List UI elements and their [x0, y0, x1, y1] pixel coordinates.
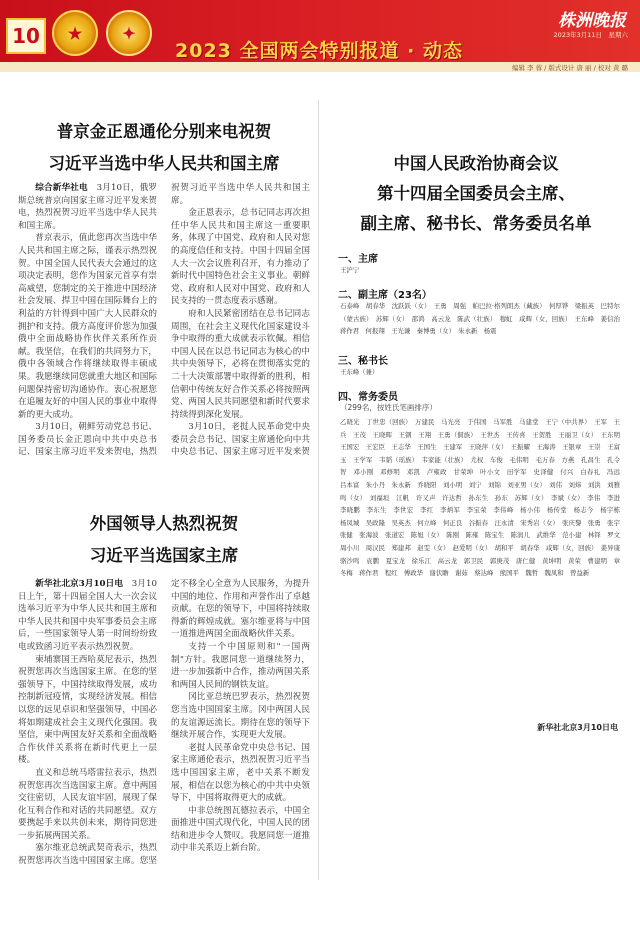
section-vice-chairmen-names: 石泰峰 胡春华 沈跃跃（女） 王勇 周强 帕巴拉·格列朗杰（藏族） 何厚铧 梁振英 巴特尔（蒙古族） 苏辉（女） 邵鸿 高云龙 陈武（壮族） 穆虹 咸辉（女，回族） 王东峰 姜信治 蒋作君 何报翔 王光谦 秦博勇（女） 朱永新 杨震: [340, 302, 627, 336]
cppcc-emblem-icon: ✦: [106, 10, 152, 56]
article-c-dateline: 新华社北京3月10日电: [537, 723, 618, 732]
article-a-para: 普京表示，值此您再次当选中华人民共和国主席之际，谨表示热烈祝贺。中国全国人民代表大会通过的这项决定表明，您作为国家元首享有崇高威望，您制定的关于推进中国经济社会发展、捍卫中国在国际舞台上的利益的方针得到中国广大人民群众的拥护和支持。俄方高度评价您为加强俄中全面战略协作伙伴关系所作贡献。我坚信，在我们的共同努力下，俄中各领域合作将继续取得丰硕成果。我愿继续同您就重大地区和国际问题保持密切沟通协作。衷心祝愿您在追履友好的中国人民的事业中取得新的更大成功。: [18, 233, 157, 420]
page-header: [0, 0, 640, 80]
article-b-title-line2: 习近平当选国家主席: [89, 546, 239, 565]
section-secretary-names: 王东峰（兼）: [340, 368, 379, 376]
article-a-body: [18, 182, 310, 482]
issue-date: 2023年3月11日 星期六: [553, 31, 628, 39]
section-standing-heading: 四、常务委员: [338, 392, 398, 403]
article-a-para: 府和人民紧密团结在总书记同志周围，在社会主义现代化国家建设斗争中取得的重大成就表示钦佩。相信中国人民在以总书记同志为核心的中共中央领导下，必将在贯彻落实党的二十大决策部署中取得新的胜利，相信朝中传统友好合作关系必将按照两党、两国人民共同愿望和新时代要求持续得到深化发展。: [171, 308, 310, 420]
page-number-box: [6, 18, 46, 54]
article-a-para: 金正恩表示，总书记同志再次担任中华人民共和国主席这一重要职务，体现了中国党、政府和人民对您的高度信任和支持。中国十四届全国人大一次会议胜利召开，有力推动了新时代中国特色社会主义事业。朝鲜党、政府和人民对中国党、政府和人民支持的一贯态度表示感谢。: [171, 208, 310, 307]
section-chairman-heading: 一、主席: [338, 254, 378, 265]
article-b-para: 支持一个中国原则和"一国两制"方针。我愿同您一道继续努力，进一步加强新中合作，推动两国关系和两国人民间的钢铁友谊。: [171, 641, 310, 690]
article-b-para: 老挝人民革命党中央总书记、国家主席通伦表示，热烈祝贺习近平当选中国国家主席，老中关系不断发展，相信在以您为核心的中共中央领导下，中国将取得更大的成就。: [171, 742, 310, 804]
article-a-lead: 综合新华社电: [35, 183, 88, 193]
paper-logo: 株洲晚报: [558, 11, 626, 31]
page-number: 10: [12, 24, 40, 48]
article-b-lead: 新华社北京3月10日电: [35, 579, 124, 589]
article-a-title-line2: 习近平当选中华人民共和国主席: [48, 154, 280, 173]
article-b-para: 冈比亚总统巴罗表示，热烈祝贺您当选中国国家主席。冈中两国人民的友谊源远流长。期待在您的领导下继续开展合作，实现更大发展。: [171, 692, 310, 741]
article-a-para: 3月10日，老挝人民革命党中央委员会总书记、国家主席通伦向中共中央总书记、国家主席习近平发来贺: [171, 422, 310, 458]
section-standing-count: （299名，按姓氏笔画排序）: [340, 403, 437, 412]
article-c-title-line3: 副主席、秘书长、常务委员名单: [360, 214, 592, 233]
article-b-para: 柬埔寨国王西哈莫尼表示，热烈祝贺您再次当选国家主席。在您的坚强领导下，中国持续取得发展，成功控制新冠疫情，实现经济发展。相信以您的远见卓识和坚强领导，中国必将如期建成社会主义现代化强国。我坚信，柬中两国友好关系和全面战略合作伙伴关系将在新时代更上一层楼。: [18, 654, 157, 766]
section-secretary-heading: 三、秘书长: [338, 356, 388, 367]
article-c-title-line1: 中国人民政治协商会议: [393, 154, 559, 173]
section-vice-chairmen-heading: 二、副主席（23名）: [338, 290, 432, 301]
banner-title: 2023 全国两会特别报道 · 动态: [175, 40, 463, 62]
article-a-title-line1: 普京金正恩通伦分别来电祝贺: [56, 122, 272, 141]
national-emblem-icon: ★: [52, 10, 98, 56]
section-chairman-names: 王沪宁: [340, 266, 360, 274]
article-b-para: 中非总统图瓦德拉表示，中国全面推进中国式现代化，中国人民的团结和进步令人赞叹。我愿同您一道推动中非关系迈上新台阶。: [171, 805, 310, 854]
article-b-title-line1: 外国领导人热烈祝贺: [89, 514, 239, 533]
article-a-para: 3月10日，朝鲜劳动党总书记、国务委员长金正恩向中共中央总书记、国家主席习近平发来贺电，热烈祝贺习近平当选中华人民共和国主席。: [18, 183, 310, 458]
section-standing-names: 乙晓光 丁世忠（回族） 万建民 马光亮 于伟国 马军胜 马建堂 王宁（中共界） 王军 王兵 王茂 王晓晖 王钢 王翔 王勇（侗族） 王世杰 王传喜 王贺胜 王丽卫（女） 王东明 王国宏 王宏臣 王志华 王国生 王建军 王晓萍（女） 王振耀 王海涛 王银章 王崇 王富玉 王学军 韦韬（瑶族） 韦家能（壮族） 尤权 车俊 毛伟明 毛万春 方燕 孔昌生 孔令智 邓小刚 邓修明 邓凯 卢雍政 甘荣坤 叶小文 田学军 史泽健 付兴 白春礼 冯远 吕本富 朱小丹 朱永新 乔晓阳 刘小明 刘宁 刘锦 刘亚男（女） 刘伟 刘炜 刘洪 刘雅鸣（女） 刘福垣 江帆 许又声 许达哲 孙东生 孙东 苏辉（女） 李斌（女） 李伟 李进 李晓鹏 李东生 李世宏 李红 李炳军 李宝荣 李伟峰 杨小伟 杨传堂 杨志今 杨宇栋 杨凤城 吴政隆 吴英杰 何立峰 何正良 谷振春 汪永清 宋秀岩（女） 张庆黎 张勇 张宇 张健 张海波 张道宏 陈旭（女） 陈刚 陈雍 陈宝生 陈润儿 武维华 范小建 林铎 罗文 周小川 周汉民 郑建邦 赵雯（女） 赵爱明（女） 胡和平 胡春华 咸辉（女，回族） 姜异康 骆沙鸣 袁鹏 夏宝龙 徐乐江 高云龙 郭卫民 郭庚茂 唐仁健 黄坤明 黄荣 曹建明 章冬梅 蒋作君 程红 傅政华 谢伏瞻 谢茹 蔡达峰 熊国平 魏哲 魏凤和 曾益新: [340, 418, 620, 578]
article-b-para: 直义和总统马塔雷拉表示，热烈祝贺您再次当选国家主席。意中两国交往密切，人民友谊牢固，展现了保化互利合作和对话的共同愿望。双方要携起手来以共创未来，期待同您进一步拓展两国关系。: [18, 767, 157, 841]
column-divider: [318, 100, 319, 880]
article-b-para: 塞尔维亚总统武契奇表示，热烈祝贺您再次当选中国国家主席。您坚定不移全心全意为人民服务，为提升中国的地位、作用和声誉作出了卓越贡献。在您的领导下，中国将持续取得新的辉煌成就。塞尔维亚将与中国一道推进两国全面战略伙伴关系。: [18, 579, 310, 867]
article-b-para: 新华社北京3月10日电 3月10日上午，第十四届全国人大一次会议选举习近平为中华人民共和国主席和中华人民共和国中央军事委员会主席后，一些国家领导人第一时间纷纷致电或致函习近平表示热烈祝贺。: [18, 579, 157, 652]
article-a-para: 综合新华社电 3月10日，俄罗斯总统普京向国家主席习近平发来贺电，热烈祝贺习近平当选中华人民共和国主席。: [18, 183, 157, 231]
article-c-title-line2: 第十四届全国委员会主席、: [377, 184, 575, 203]
editor-credits: 编辑 李 蓉 / 版式设计 唐 丽 / 校对 黄 璐: [511, 64, 628, 72]
article-b-body: [18, 578, 310, 878]
